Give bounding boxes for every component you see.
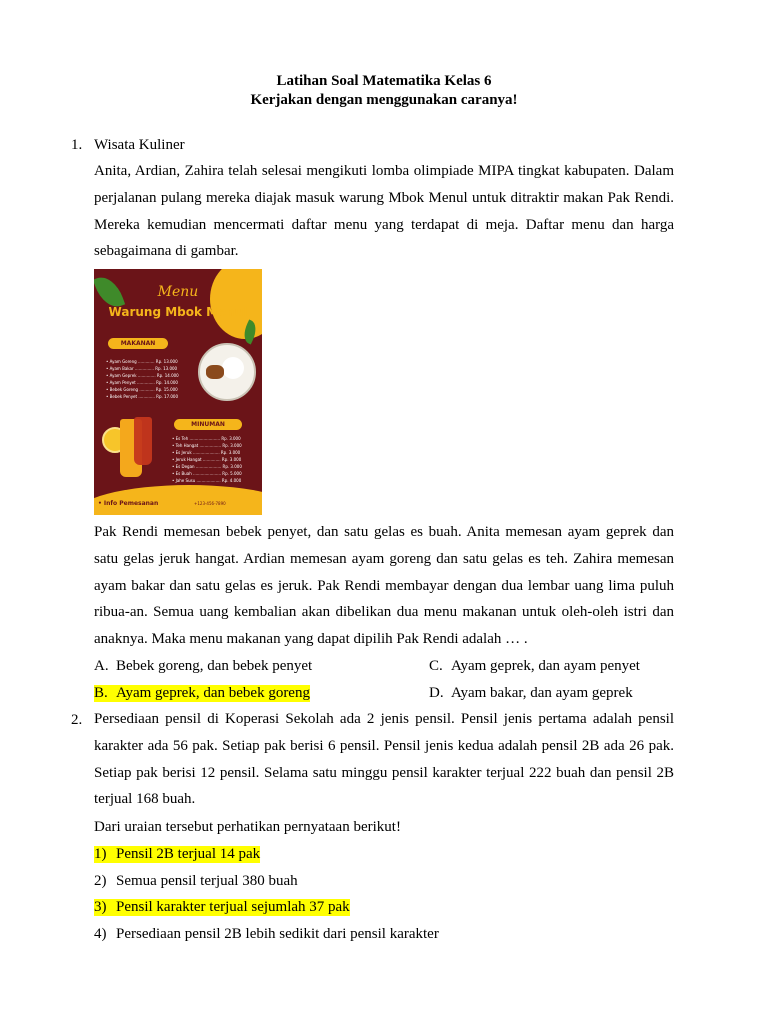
menu-drink-item: • Jeruk Hangat .............. Rp. 3.000 [172,457,242,462]
menu-food-item: • Bebek Penyet ............. Rp. 17.000 [106,394,179,399]
question-1-number: 1. [71,137,83,153]
question-2-intro: Persediaan pensil di Koperasi Sekolah ada 2 jenis pensil. Pensil jenis pertama adalah pensil karakter ada 56 pak. Setiap pak berisi 6 pensil. Pensil jenis kedua adalah pensil 2B ada 26 pak. Setiap pak berisi 12 pensil. Selama satu minggu pensil karakter terjual 222 buah dan pensil 2B terjual 168 buah. [94,711,674,808]
menu-food-item: • Ayam Geprek .............. Rp. 14.000 [106,373,179,378]
menu-drink-list [172,435,242,484]
menu-drink-item: • Teh Hangat ................. Rp. 3.000 [172,443,242,448]
option-label: B. [94,685,108,701]
statement-1 [94,846,260,863]
document-subtitle: Kerjakan dengan menggunakan caranya! [250,92,518,108]
menu-food-item: • Bebek Goreng ............ Rp. 15.000 [106,387,178,392]
question-1-heading: Wisata Kuliner [94,137,185,153]
statement-2 [94,873,298,890]
question-1-intro: Anita, Ardian, Zahira telah selesai mengikuti lomba olimpiade MIPA tingkat kabupaten. Dalam perjalanan pulang mereka diajak masuk warung Mbok Menul untuk ditraktir makan Pak Rendi. Mereka kemudian mencermati daftar menu yang terdapat di meja. Daftar menu dan harga sebagaimana di gambar. [94,163,674,260]
menu-drink-item: • Es Degan .................... Rp. 3.000 [172,464,242,469]
question-2-prompt: Dari uraian tersebut perhatikan pernyataan berikut! [94,819,401,835]
menu-script: Menu [157,284,199,300]
option-text: Ayam geprek, dan ayam penyet [451,658,640,674]
menu-info: • Info Pemesanan [98,500,159,507]
menu-food-list [106,358,179,400]
plate-icon [198,343,256,401]
question-2-number: 2. [71,712,83,728]
option-c[interactable] [429,658,640,675]
menu-food-item: • Ayam Bakar ............... Rp. 13.000 [106,366,178,371]
option-label: A. [94,658,109,674]
drink-glass-icon [134,417,152,465]
statement-label: 4) [94,926,107,942]
question-1-body: Pak Rendi memesan bebek penyet, dan satu gelas es buah. Anita memesan ayam geprek dan satu gelas jeruk hangat. Ardian memesan ayam goreng dan satu gelas es teh. Zahira memesan ayam bakar dan satu gelas es jeruk. Pak Rendi membayar dengan dua lembar uang lima puluh ribua-an. Semua uang kembalian akan dibelikan dua menu makanan untuk oleh-oleh istri dan anaknya. Maka menu makanan yang dapat dipilih Pak Rendi adalah … . [94,524,674,648]
statement-4 [94,926,439,943]
menu-image [94,269,262,515]
option-a[interactable] [94,658,312,675]
option-d[interactable] [429,685,633,702]
statement-3 [94,899,350,916]
option-label: C. [429,658,443,674]
statement-label: 1) [94,846,107,862]
menu-drink-item: • Es Buah ...................... Rp. 5.000 [172,471,242,476]
statement-text: Pensil 2B terjual 14 pak [116,846,261,862]
menu-food-label: MAKANAN [108,338,168,349]
document-title: Latihan Soal Matematika Kelas 6 [276,73,492,89]
menu-drink-item: • Es Jeruk ..................... Rp. 3.000 [172,450,241,455]
option-label: D. [429,685,444,701]
option-text: Ayam geprek, dan bebek goreng [116,685,310,701]
menu-drink-item: • Jahe Susu ................... Rp. 4.000 [172,478,242,483]
menu-phone: +123-456-7890 [194,501,226,506]
menu-food-item: • Ayam Goreng ............. Rp. 13.000 [106,359,178,364]
menu-drink-item: • Es Teh ........................ Rp. 3.000 [172,436,241,441]
statement-text: Pensil karakter terjual sejumlah 37 pak [116,899,350,915]
statement-text: Persediaan pensil 2B lebih sedikit dari pensil karakter [116,926,439,942]
menu-title: Warung Mbok Menul [108,305,248,319]
statement-label: 2) [94,873,107,889]
option-b[interactable] [94,685,310,702]
statement-text: Semua pensil terjual 380 buah [116,873,298,889]
menu-drink-label: MINUMAN [174,419,242,430]
option-text: Ayam bakar, dan ayam geprek [451,685,633,701]
statement-label: 3) [94,899,107,915]
option-text: Bebek goreng, dan bebek penyet [116,658,313,674]
menu-food-item: • Ayam Penyet .............. Rp. 14.000 [106,380,178,385]
